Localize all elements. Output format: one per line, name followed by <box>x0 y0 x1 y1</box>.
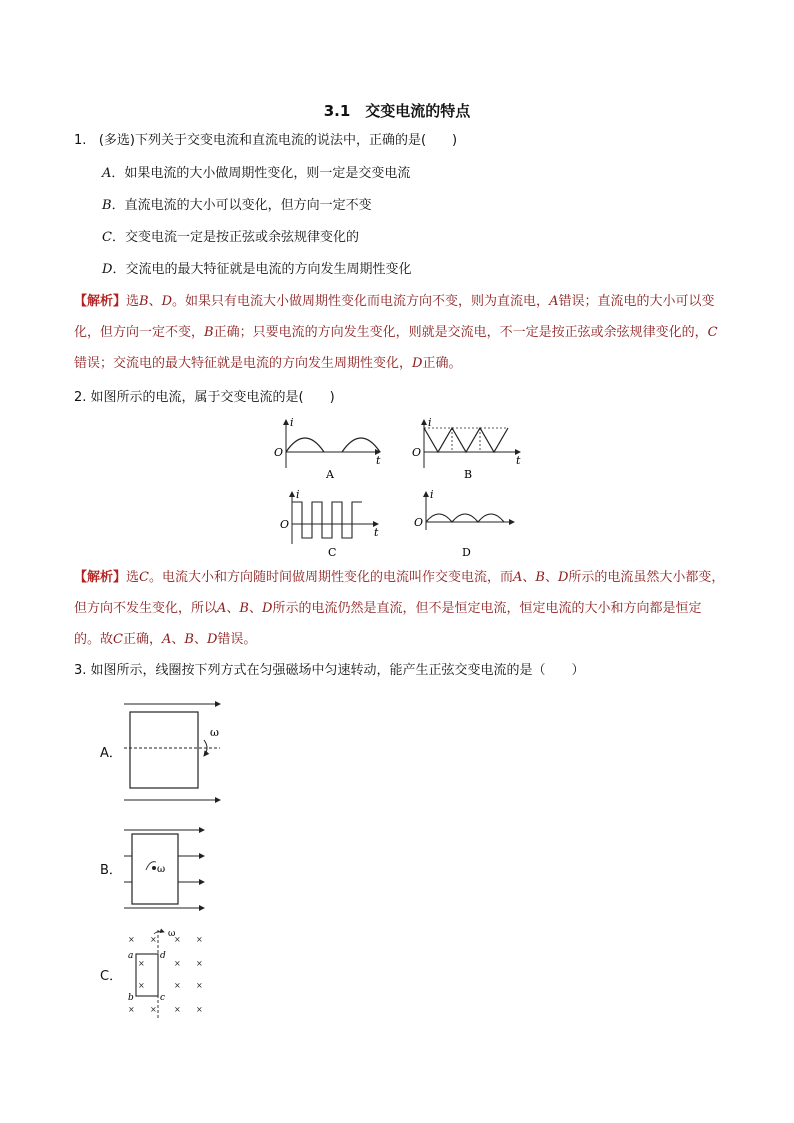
svg-text:×: × <box>174 959 181 968</box>
graph-d <box>412 490 522 558</box>
q3-figure-c <box>124 928 214 1020</box>
graph-b-caption: B <box>464 468 473 481</box>
q2-text: 如图所示的电流，属于交变电流的是( ) <box>90 390 335 405</box>
q1-option-b: B．直流电流的大小可以变化，但方向一定不变 <box>102 198 372 213</box>
graph-b-i-label: i <box>428 416 432 429</box>
svg-text:×: × <box>174 981 181 990</box>
analysis-tag: 【解析】 <box>74 570 127 585</box>
graph-a <box>270 418 390 480</box>
q1-stem <box>74 132 457 150</box>
svg-text:b: b <box>128 993 134 1003</box>
q3-c-omega: ω <box>168 929 176 939</box>
graph-c-i-label: i <box>296 488 300 501</box>
graph-d-caption: D <box>462 546 471 559</box>
graph-b-t-label: t <box>516 454 521 467</box>
svg-text:d: d <box>160 951 166 961</box>
graph-d-i-label: i <box>430 488 434 501</box>
q3-text: 如图所示，线圈按下列方式在匀强磁场中匀速转动，能产生正弦交变电流的是（ ） <box>90 663 585 678</box>
graph-a-caption: A <box>326 468 334 481</box>
q1-option-d: D．交流电的最大特征就是电流的方向发生周期性变化 <box>102 262 412 277</box>
q3-b-omega: ω <box>157 864 166 875</box>
q1-text: (多选)下列关于交变电流和直流电流的说法中，正确的是( ) <box>98 133 458 148</box>
graph-b-o-label: O <box>412 446 422 459</box>
q3-figure-b <box>124 826 214 912</box>
svg-text:×: × <box>196 959 203 968</box>
graph-a-o-label: O <box>274 446 284 459</box>
q3-option-a-label: A． <box>100 746 122 761</box>
graph-c <box>278 490 388 558</box>
svg-text:×: × <box>128 935 135 944</box>
q1-option-a: A．如果电流的大小做周期性变化，则一定是交变电流 <box>102 166 411 181</box>
q3-stem <box>74 662 585 680</box>
svg-text:×: × <box>138 959 145 968</box>
svg-text:×: × <box>138 981 145 990</box>
magnetic-field-crosses <box>128 935 203 1014</box>
svg-text:×: × <box>174 935 181 944</box>
q1-analysis: 【解析】选B、D。如果只有电流大小做周期性变化而电流方向不变，则为直流电，A错误；直流电的大小可以变化，但方向一定不变，B正确；只要电流的方向发生变化，则就是交流电，不一定是按正弦或余弦规律变化的，C错误；交流电的最大特征就是电流的方向发生周期性变化，D正确。 <box>74 294 718 371</box>
graph-a-t-label: t <box>376 454 381 467</box>
svg-text:×: × <box>196 981 203 990</box>
graph-b <box>408 418 528 480</box>
svg-text:×: × <box>196 1005 203 1014</box>
svg-text:a: a <box>128 951 134 961</box>
q2-stem <box>74 389 335 407</box>
page-title: 3.1 交变电流的特点 <box>323 102 471 120</box>
svg-text:×: × <box>150 935 157 944</box>
analysis-tag: 【解析】 <box>74 294 127 309</box>
svg-text:×: × <box>196 935 203 944</box>
q1-number: 1. <box>74 133 87 148</box>
q3-option-c-label: C． <box>100 969 123 984</box>
graph-d-o-label: O <box>414 516 424 529</box>
graph-a-i-label: i <box>290 416 294 429</box>
q3-option-b-label: B． <box>100 863 122 878</box>
q2-number: 2. <box>74 390 87 405</box>
q3-number: 3. <box>74 663 87 678</box>
graph-c-o-label: O <box>280 518 290 531</box>
q1-option-c: C．交变电流一定是按正弦或余弦规律变化的 <box>102 230 359 245</box>
q3-figure-a <box>124 700 234 808</box>
svg-text:c: c <box>160 993 166 1003</box>
svg-text:×: × <box>128 1005 135 1014</box>
q2-analysis: 【解析】选C。电流大小和方向随时间做周期性变化的电流叫作交变电流，而A、B、D所示的电流虽然大小都变，但方向不发生变化，所以A、B、D所示的电流仍然是直流，但不是恒定电流，恒定电流的大小和方向都是恒定的。故C正确，A、B、D错误。 <box>74 570 725 647</box>
q3-a-omega: ω <box>210 726 219 739</box>
svg-text:×: × <box>174 1005 181 1014</box>
graph-c-caption: C <box>328 546 337 559</box>
graph-c-t-label: t <box>374 526 379 539</box>
svg-text:×: × <box>150 1005 157 1014</box>
